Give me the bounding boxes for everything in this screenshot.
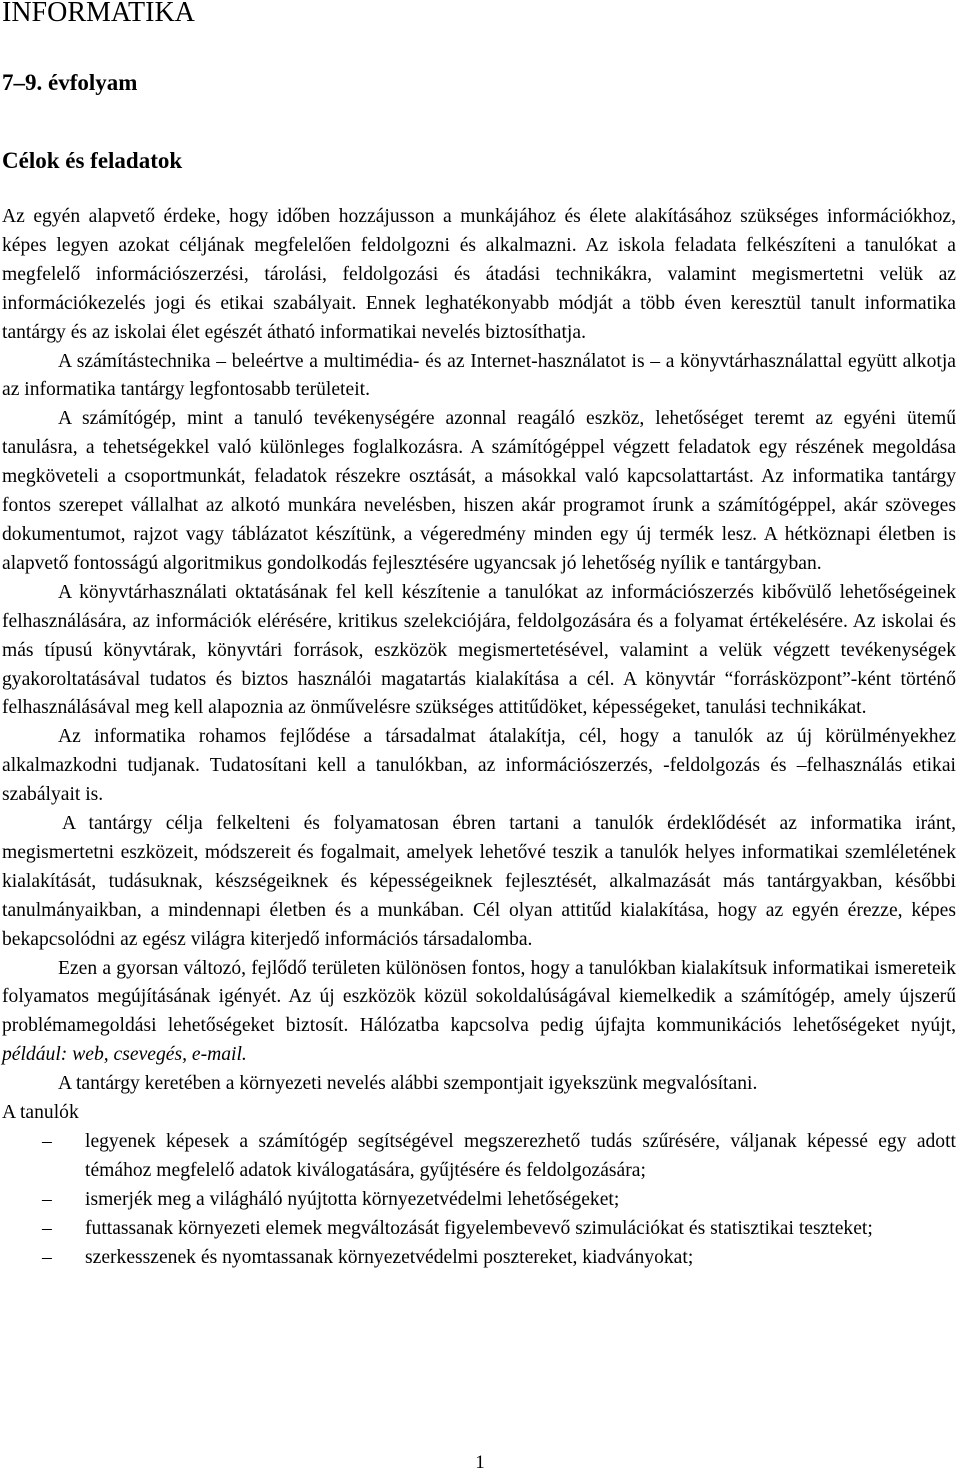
list-item	[2, 1244, 956, 1273]
paragraph-4: A könyvtárhasználati oktatásának fel kell készítenie a tanulókat az információszerzés kibővülő lehetőségeinek felhasználására, az információk elérésére, kritikus szelekciójára, feldolgozására és a folyamat értékelésére. Az iskolai és más típusú könyvtárak, könyvtári források, eszközök megismertetésével, valamint a velük végzett tevékenységek gyakoroltatásával tudatos és biztos használói magatartás kialakítása a cél. A könyvtár “forrásközpont”-ként történő felhasználásával meg kell alapoznia az önművelésre szükséges attitűdöket, képességeket, tanulási technikákat.	[2, 581, 956, 719]
list-item-text: legyenek képesek a számítógép segítségével megszerezhető tudás szűrésére, váljanak képessé egy adott témához megfelelő adatok kiválogatására, gyűjtésére és feldolgozására;	[85, 1131, 956, 1181]
paragraph-7	[2, 955, 956, 1071]
list-item-text: ismerjék meg a világháló nyújtotta környezetvédelmi lehetőségeket;	[85, 1188, 620, 1210]
paragraph-7-example: például: web, csevegés, e-mail.	[2, 1044, 247, 1066]
list-dash: –	[42, 1246, 52, 1268]
list-dash: –	[42, 1131, 52, 1152]
paragraph-3: A számítógép, mint a tanuló tevékenységére azonnal reagáló eszköz, lehetőséget teremt az egyéni ütemű tanulásra, a tehetségekkel való különleges foglalkozásra. A számítógéppel végzett feladatok egy részének megoldása megköveteli a csoportmunkát, feladatok részekre osztását, a másokkal való kapcsolattartást. Az informatika tantárgy fontos szerepet vállalhat az alkotó munkára nevelésben, hiszen akár programot írunk a számítógéppel, akár szöveges dokumentumot, rajzot vagy táblázatot készítünk, a végeredmény minden egy új termék lesz. A hétköznapi életben is alapvető fontosságú algoritmikus gondolkodás fejlesztésére ugyancsak jó lehetőség nyílik e tantárgyban.	[2, 408, 956, 574]
paragraph-5: Az informatika rohamos fejlődése a társadalmat átalakítja, cél, hogy a tanulók az új körülményekhez alkalmazkodni tudjanak. Tudatosítani kell a tanulókban, az információszerzés, -feldolgozás és –felhasználás etikai szabályait is.	[2, 726, 956, 806]
document-body	[2, 203, 956, 1273]
list-item-text: futtassanak környezeti elemek megváltozását figyelembevevő szimulációkat és statisztikai teszteket;	[85, 1217, 873, 1239]
list-item	[2, 1215, 956, 1244]
paragraph-6: A tantárgy célja felkelteni és folyamatosan ébren tartani a tanulók érdeklődését az informatika iránt, megismertetni eszközeit, módszereit és fogalmait, amelyek lehetővé teszik a tanulók helyes informatikai szemléletének kialakítását, tudásuknak, készségeiknek és képességeiknek fejlesztését, alkalmazását más tantárgyakban, későbbi tanulmányaikban, a mindennapi életben és a munkában. Cél olyan attitűd kialakítása, hogy az egyén érezze, képes bekapcsolódni az egész világra kiterjedő információs társadalomba.	[2, 813, 956, 950]
paragraph-7-text: Ezen a gyorsan változó, fejlődő területen különösen fontos, hogy a tanulókban kialakítsuk informatikai ismereteik folyamatos megújításának igényét. Az új eszközök közül sokoldalúságával kiemelkedik a számítógép, amely újszerű problémamegoldási lehetőségeket biztosít. Hálózatba kapcsolva pedig újfajta kommunikációs lehetőségeket nyújt,	[2, 957, 956, 1037]
list-dash: –	[42, 1188, 52, 1210]
list-item	[2, 1186, 956, 1215]
document-title: INFORMATIKA	[2, 0, 195, 28]
list-dash: –	[42, 1217, 52, 1239]
goal-list	[2, 1128, 956, 1273]
grade-heading: 7–9. évfolyam	[2, 70, 138, 95]
list-item-text: szerkesszenek és nyomtassanak környezetvédelmi posztereket, kiadványokat;	[85, 1246, 694, 1268]
section-heading: Célok és feladatok	[2, 148, 183, 173]
list-item	[2, 1128, 956, 1186]
page-number: 1	[475, 1452, 485, 1473]
paragraph-1: Az egyén alapvető érdeke, hogy időben hozzájusson a munkájához és élete alakításához szükséges információkhoz, képes legyen azokat céljának megfelelően feldolgozni és alkalmazni. Az iskola feladata felkészíteni a tanulókat a megfelelő információszerzési, tárolási, feldolgozási és átadási technikákra, valamint megismertetni velük az információkezelés jogi és etikai szabályait. Ennek leghatékonyabb módját a több éven keresztül tanult informatika tantárgy és az iskolai élet egészét átható informatikai nevelés biztosíthatja.	[2, 206, 956, 343]
paragraph-8: A tantárgy keretében a környezeti nevelés alábbi szempontjait igyekszünk megvalósítani.	[58, 1073, 758, 1095]
paragraph-2: A számítástechnika – beleértve a multimédia- és az Internet-használatot is – a könyvtárhasználattal együtt alkotja az informatika tantárgy legfontosabb területeit.	[2, 350, 956, 401]
list-intro: A tanulók	[2, 1102, 79, 1124]
